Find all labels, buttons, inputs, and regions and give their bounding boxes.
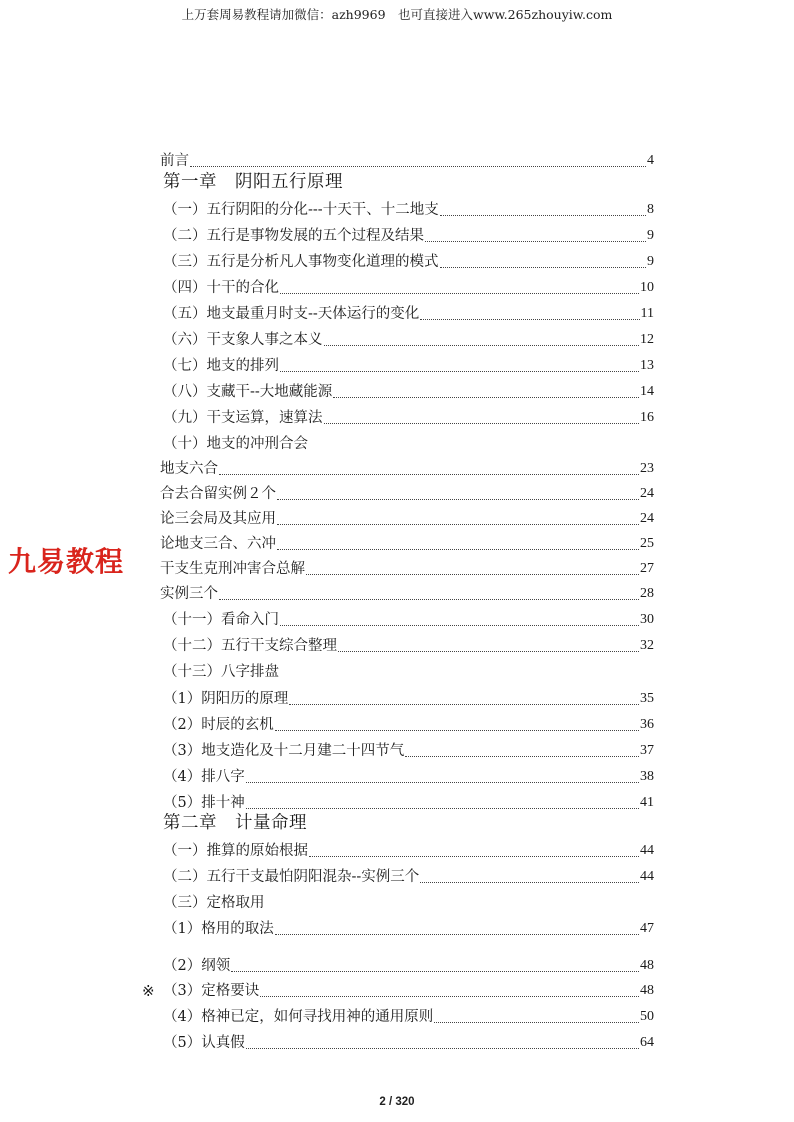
dot-leader bbox=[420, 319, 639, 320]
dot-leader bbox=[231, 971, 639, 972]
toc-entry-title: （三）五行是分析凡人事物变化道理的模式 bbox=[163, 254, 439, 270]
toc-entry-page: 9 bbox=[647, 254, 654, 269]
dot-leader bbox=[277, 549, 639, 550]
toc-entry[interactable] bbox=[163, 837, 654, 861]
dot-leader bbox=[275, 730, 639, 731]
toc-entry[interactable] bbox=[163, 685, 654, 709]
toc-entry-page: 27 bbox=[640, 561, 654, 576]
toc-entry-title: （五）地支最重月时支--天体运行的变化 bbox=[163, 306, 420, 322]
toc-entry[interactable] bbox=[163, 977, 654, 1001]
toc-entry-title: （2）时辰的玄机 bbox=[163, 717, 274, 733]
toc-entry[interactable] bbox=[163, 352, 654, 376]
toc-entry-title: （六）干支象人事之本义 bbox=[163, 332, 323, 348]
toc-entry[interactable] bbox=[160, 580, 654, 604]
toc-entry[interactable] bbox=[160, 455, 654, 479]
toc-entry[interactable] bbox=[163, 1003, 654, 1027]
toc-entry-title: 干支生克刑冲害合总解 bbox=[160, 561, 305, 577]
toc-entry-page: 41 bbox=[640, 795, 654, 810]
toc-entry[interactable] bbox=[163, 378, 654, 402]
dot-leader bbox=[440, 215, 646, 216]
toc-section-heading[interactable] bbox=[163, 658, 654, 682]
dot-leader bbox=[280, 371, 639, 372]
toc-entry-title: （1）格用的取法 bbox=[163, 921, 274, 937]
toc-entry-title: 论三会局及其应用 bbox=[160, 511, 276, 527]
toc-entry-page: 25 bbox=[640, 536, 654, 551]
toc-entry-page: 44 bbox=[640, 843, 654, 858]
toc-entry[interactable] bbox=[163, 196, 654, 220]
toc-entry-title: （1）阴阳历的原理 bbox=[163, 691, 289, 707]
dot-leader bbox=[280, 293, 639, 294]
toc-entry-page: 12 bbox=[640, 332, 654, 347]
toc-entry-title: （三）定格取用 bbox=[163, 895, 265, 911]
toc-entry-title: 地支六合 bbox=[160, 461, 218, 477]
toc-entry[interactable] bbox=[163, 789, 654, 813]
toc-entry-page: 48 bbox=[640, 983, 654, 998]
toc-entry-page: 48 bbox=[640, 958, 654, 973]
dot-leader bbox=[306, 574, 639, 575]
chapter-heading-2: 第二章 计量命理 bbox=[163, 813, 307, 833]
toc-entry-page: 37 bbox=[640, 743, 654, 758]
toc-entry-page: 50 bbox=[640, 1009, 654, 1024]
toc-entry-page: 24 bbox=[640, 486, 654, 501]
toc-entry-title: （二）五行干支最怕阴阳混杂--实例三个 bbox=[163, 869, 420, 885]
toc-entry[interactable] bbox=[163, 274, 654, 298]
toc-entry[interactable] bbox=[163, 632, 654, 656]
toc-entry[interactable] bbox=[160, 530, 654, 554]
toc-entry[interactable] bbox=[163, 1029, 654, 1053]
toc-entry-title: （4）格神已定，如何寻找用神的通用原则 bbox=[163, 1009, 434, 1025]
toc-entry-page: 14 bbox=[640, 384, 654, 399]
dot-leader bbox=[440, 267, 647, 268]
toc-entry[interactable] bbox=[160, 555, 654, 579]
toc-entry[interactable] bbox=[160, 505, 654, 529]
toc-entry-page: 13 bbox=[640, 358, 654, 373]
dot-leader bbox=[246, 1048, 639, 1049]
toc-entry-page: 24 bbox=[640, 511, 654, 526]
toc-entry[interactable] bbox=[163, 863, 654, 887]
toc-entry[interactable] bbox=[163, 222, 654, 246]
dot-leader bbox=[190, 166, 646, 167]
toc-entry-title: （十二）五行干支综合整理 bbox=[163, 638, 337, 654]
toc-entry-page: 28 bbox=[640, 586, 654, 601]
toc-entry-title: 实例三个 bbox=[160, 586, 218, 602]
toc-entry[interactable] bbox=[163, 248, 654, 272]
dot-leader bbox=[425, 241, 646, 242]
dot-leader bbox=[324, 345, 640, 346]
toc-entry[interactable] bbox=[163, 952, 654, 976]
toc-entry[interactable] bbox=[163, 404, 654, 428]
toc-entry-page: 44 bbox=[640, 869, 654, 884]
toc-entry-page: 9 bbox=[647, 228, 654, 243]
toc-entry[interactable] bbox=[163, 737, 654, 761]
toc-entry[interactable] bbox=[163, 326, 654, 350]
dot-leader bbox=[277, 499, 639, 500]
dot-leader bbox=[219, 599, 639, 600]
toc-entry-page: 30 bbox=[640, 612, 654, 627]
toc-entry-page: 38 bbox=[640, 769, 654, 784]
toc-entry-page: 16 bbox=[640, 410, 654, 425]
toc-entry-title: （十三）八字排盘 bbox=[163, 664, 279, 680]
toc-entry[interactable] bbox=[163, 606, 654, 630]
toc-entry-page: 10 bbox=[640, 280, 654, 295]
toc-entry-title: （九）干支运算，速算法 bbox=[163, 410, 323, 426]
toc-entry-title: （四）十干的合化 bbox=[163, 280, 279, 296]
chapter-heading-1: 第一章 阴阳五行原理 bbox=[163, 172, 343, 192]
dot-leader bbox=[338, 651, 639, 652]
toc-entry-page: 64 bbox=[640, 1035, 654, 1050]
toc-entry-page: 8 bbox=[647, 202, 654, 217]
toc-entry-title: 合去合留实例２个 bbox=[160, 486, 276, 502]
toc-entry-title: （十一）看命入门 bbox=[163, 612, 279, 628]
toc-entry[interactable] bbox=[163, 711, 654, 735]
toc-entry[interactable] bbox=[163, 915, 654, 939]
dot-leader bbox=[277, 524, 639, 525]
toc-entry-title: （4）排八字 bbox=[163, 769, 245, 785]
toc-entry-title: （5）认真假 bbox=[163, 1035, 245, 1051]
toc-entry-title: （七）地支的排列 bbox=[163, 358, 279, 374]
dot-leader bbox=[324, 423, 640, 424]
dot-leader bbox=[420, 882, 639, 883]
toc-entry-title: （二）五行是事物发展的五个过程及结果 bbox=[163, 228, 424, 244]
dot-leader bbox=[309, 856, 639, 857]
toc-entry-page: 47 bbox=[640, 921, 654, 936]
toc-entry[interactable] bbox=[163, 763, 654, 787]
toc-entry-title: （3）地支造化及十二月建二十四节气 bbox=[163, 743, 405, 759]
dot-leader bbox=[289, 704, 639, 705]
toc-entry-page: 4 bbox=[647, 153, 654, 168]
dot-leader bbox=[333, 397, 639, 398]
toc-entry-page: 36 bbox=[640, 717, 654, 732]
dot-leader bbox=[434, 1022, 639, 1023]
dot-leader bbox=[260, 996, 639, 997]
toc-entry-title: 论地支三合、六冲 bbox=[160, 536, 276, 552]
toc-entry[interactable] bbox=[160, 480, 654, 504]
toc-entry-title: （一）推算的原始根据 bbox=[163, 843, 308, 859]
watermark-logo: 九易教程 bbox=[8, 545, 125, 578]
toc-entry-title: （5）排十神 bbox=[163, 795, 245, 811]
toc-entry-page: 23 bbox=[640, 461, 654, 476]
dot-leader bbox=[246, 782, 639, 783]
page-indicator: 2 / 320 bbox=[379, 1096, 415, 1108]
dot-leader bbox=[275, 934, 639, 935]
dot-leader bbox=[246, 808, 639, 809]
toc-entry-page: 11 bbox=[640, 306, 654, 321]
toc-entry-title: （八）支藏干--大地藏能源 bbox=[163, 384, 333, 400]
reference-mark: ※ bbox=[142, 982, 155, 1000]
toc-entry-preface[interactable] bbox=[160, 147, 654, 171]
toc-entry-title: （2）纲领 bbox=[163, 958, 231, 974]
toc-section-heading[interactable] bbox=[163, 889, 654, 913]
toc-entry-page: 32 bbox=[640, 638, 654, 653]
dot-leader bbox=[280, 625, 639, 626]
dot-leader bbox=[219, 474, 639, 475]
toc-entry-title: （一）五行阴阳的分化---十天干、十二地支 bbox=[163, 202, 439, 218]
dot-leader bbox=[405, 756, 639, 757]
page-header: 上万套周易教程请加微信：azh9969 也可直接进入www.265zhouyiw.com bbox=[181, 7, 613, 22]
toc-entry-title: 前言 bbox=[160, 153, 189, 169]
toc-section-heading[interactable] bbox=[163, 430, 654, 454]
toc-entry-page: 35 bbox=[640, 691, 654, 706]
toc-entry-title: （3）定格要诀 bbox=[163, 983, 260, 999]
toc-entry[interactable] bbox=[163, 300, 654, 324]
toc-entry-title: （十）地支的冲刑合会 bbox=[163, 436, 308, 452]
